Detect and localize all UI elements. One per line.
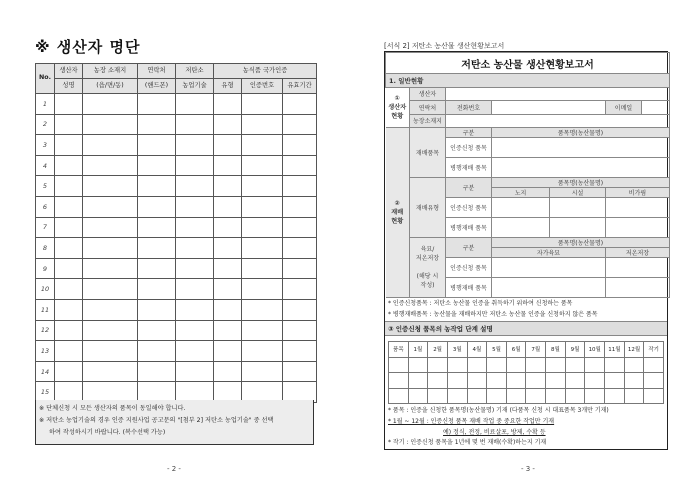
producer-name-cell[interactable] bbox=[55, 155, 83, 176]
cert-type-cell[interactable] bbox=[214, 176, 242, 197]
cert-number-cell[interactable] bbox=[242, 196, 283, 217]
producer-list-title: ※ 생산자 명단 bbox=[35, 38, 141, 56]
work-cell[interactable] bbox=[389, 388, 409, 404]
low-carbon-tech-cell[interactable] bbox=[176, 258, 214, 279]
low-carbon-tech-cell[interactable] bbox=[176, 155, 214, 176]
low-carbon-tech-cell[interactable] bbox=[176, 94, 214, 115]
producer-list-table bbox=[35, 63, 317, 403]
cert-type-cell[interactable] bbox=[214, 341, 242, 362]
validity-cell[interactable] bbox=[283, 155, 317, 176]
validity-cell[interactable] bbox=[283, 135, 317, 156]
crop-item-name-header: 품목명(농산물명) bbox=[492, 128, 670, 138]
producer-name-cell[interactable] bbox=[55, 94, 83, 115]
cert-number-cell[interactable] bbox=[242, 114, 283, 135]
row-number: 9 bbox=[36, 258, 55, 279]
row-number: 5 bbox=[36, 176, 55, 197]
label-producer: 생산자 bbox=[388, 103, 407, 111]
header-contact-1: 연락처 bbox=[138, 64, 176, 79]
validity-cell[interactable] bbox=[283, 238, 317, 259]
ctype-parallel-facility[interactable] bbox=[550, 218, 606, 238]
low-carbon-tech-cell[interactable] bbox=[176, 135, 214, 156]
validity-cell[interactable] bbox=[283, 217, 317, 238]
month-column-header: 11월 bbox=[605, 341, 625, 357]
phone-label: 전화번호 bbox=[446, 101, 492, 115]
header-producer-name-2: 성명 bbox=[55, 79, 83, 94]
producer-name-cell[interactable] bbox=[55, 217, 83, 238]
producer-name-cell[interactable] bbox=[55, 258, 83, 279]
ctype-cert-facility[interactable] bbox=[550, 198, 606, 218]
work-cell[interactable] bbox=[506, 357, 526, 373]
seedling-cert-cold[interactable] bbox=[606, 258, 670, 278]
work-cell[interactable] bbox=[546, 373, 566, 389]
low-carbon-tech-cell[interactable] bbox=[176, 361, 214, 382]
cert-type-cell[interactable] bbox=[214, 258, 242, 279]
low-carbon-tech-cell[interactable] bbox=[176, 299, 214, 320]
header-contact-2: (핸드폰) bbox=[138, 79, 176, 94]
cert-type-cell[interactable] bbox=[214, 238, 242, 259]
crop-cert-item-label: 인증신청 품목 bbox=[446, 138, 492, 158]
month-column-header: 2월 bbox=[428, 341, 448, 357]
cert-number-cell[interactable] bbox=[242, 238, 283, 259]
header-low-carbon-tech-2: 농업기술 bbox=[176, 79, 214, 94]
cert-number-cell[interactable] bbox=[242, 279, 283, 300]
farm-location-cell[interactable] bbox=[83, 176, 138, 197]
farm-location-cell[interactable] bbox=[83, 279, 138, 300]
row-number: 15 bbox=[36, 382, 55, 403]
farm-location-cell[interactable] bbox=[83, 135, 138, 156]
row-number: 10 bbox=[36, 279, 55, 300]
work-cell[interactable] bbox=[644, 388, 664, 404]
page-number-left: - 2 - bbox=[167, 465, 181, 473]
validity-cell[interactable] bbox=[283, 94, 317, 115]
row-number: 6 bbox=[36, 196, 55, 217]
contact-cell[interactable] bbox=[138, 238, 176, 259]
month-column-header: 7월 bbox=[526, 341, 546, 357]
form-caption: [서식 2] 저탄소 농산물 생산현황보고서 bbox=[384, 42, 505, 50]
producer-name-cell[interactable] bbox=[55, 114, 83, 135]
month-column-header: 작기 bbox=[644, 341, 664, 357]
cert-type-cell[interactable] bbox=[214, 94, 242, 115]
page-number-right: - 3 - bbox=[521, 465, 535, 473]
month-column-header: 1월 bbox=[408, 341, 428, 357]
work-cell[interactable] bbox=[428, 388, 448, 404]
work-cell[interactable] bbox=[506, 388, 526, 404]
header-cert-type: 유형 bbox=[214, 79, 242, 94]
cert-number-cell[interactable] bbox=[242, 258, 283, 279]
section3-heading: ③ 인증신청 품목의 농작업 단계 설명 bbox=[385, 321, 667, 336]
form-title: 저탄소 농산물 생산현황보고서 bbox=[386, 53, 670, 74]
month-column-header: 10월 bbox=[585, 341, 605, 357]
producer-name-cell[interactable] bbox=[55, 279, 83, 300]
definition-cert-item: * 인증신청품목 : 저탄소 농산물 인증을 취득하기 위하여 신청하는 품목 bbox=[388, 300, 573, 307]
work-cell[interactable] bbox=[565, 357, 585, 373]
label-status: 현황 bbox=[391, 112, 404, 120]
seedling-cert-self[interactable] bbox=[492, 258, 606, 278]
table-row bbox=[36, 155, 317, 176]
contact-cell[interactable] bbox=[138, 279, 176, 300]
note-low-carbon-tech-cont: 하여 작성하시기 바랍니다. (복수선택 가능) bbox=[49, 429, 166, 436]
seedling-parallel-cold[interactable] bbox=[606, 278, 670, 298]
farm-location-cell[interactable] bbox=[83, 114, 138, 135]
cert-number-cell[interactable] bbox=[242, 341, 283, 362]
footnote-item: * 품목 : 인증을 신청한 품목명(농산물명) 기재 (다품목 신청 시 대표품목 3개만 기재) bbox=[388, 407, 609, 415]
row-number: 14 bbox=[36, 361, 55, 382]
ctype-parallel-open-field[interactable] bbox=[492, 218, 550, 238]
farm-location-cell[interactable] bbox=[83, 217, 138, 238]
seedling-item-name-header: 품목명(농산물명) bbox=[492, 238, 670, 248]
table-row bbox=[36, 135, 317, 156]
cert-number-cell[interactable] bbox=[242, 320, 283, 341]
work-cell[interactable] bbox=[605, 357, 625, 373]
cert-type-cell[interactable] bbox=[214, 279, 242, 300]
row-number: 8 bbox=[36, 238, 55, 259]
work-cell[interactable] bbox=[467, 357, 487, 373]
low-carbon-tech-cell[interactable] bbox=[176, 196, 214, 217]
producer-field[interactable] bbox=[446, 87, 670, 101]
validity-cell[interactable] bbox=[283, 320, 317, 341]
low-carbon-tech-cell[interactable] bbox=[176, 176, 214, 197]
work-cell[interactable] bbox=[408, 388, 428, 404]
month-column-header: 3월 bbox=[447, 341, 467, 357]
table-row bbox=[36, 176, 317, 197]
farm-location-cell[interactable] bbox=[83, 361, 138, 382]
table-row bbox=[36, 238, 317, 259]
producer-name-cell[interactable] bbox=[55, 238, 83, 259]
month-column-header: 8월 bbox=[546, 341, 566, 357]
email-field[interactable] bbox=[642, 101, 670, 115]
work-cell[interactable] bbox=[467, 373, 487, 389]
contact-cell[interactable] bbox=[138, 176, 176, 197]
circled-1: ① bbox=[394, 94, 400, 102]
row-number: 7 bbox=[36, 217, 55, 238]
work-cell[interactable] bbox=[624, 373, 644, 389]
work-cell[interactable] bbox=[408, 373, 428, 389]
producer-status-label bbox=[386, 87, 410, 128]
ctype-parallel-rain-shelter[interactable] bbox=[606, 218, 670, 238]
crop-parallel-item-field[interactable] bbox=[492, 158, 670, 178]
header-cert-number: 인증번호 bbox=[242, 79, 283, 94]
label-status: 현황 bbox=[391, 218, 404, 225]
low-carbon-tech-cell[interactable] bbox=[176, 238, 214, 259]
low-carbon-tech-cell[interactable] bbox=[176, 320, 214, 341]
farm-location-field[interactable] bbox=[446, 114, 670, 128]
low-carbon-tech-cell[interactable] bbox=[176, 341, 214, 362]
cert-number-cell[interactable] bbox=[242, 361, 283, 382]
contact-cell[interactable] bbox=[138, 341, 176, 362]
table-row bbox=[36, 258, 317, 279]
definition-parallel-item: * 병행재배품목 : 농산물을 재배하지만 저탄소 농산물 인증을 신청하지 않은 품목 bbox=[388, 310, 598, 318]
footnote-months: * 1월 ~ 12월 : 인증신청 품목 재배 작업 중 중요한 작업만 기재 bbox=[388, 417, 555, 425]
ctype-item-name-header: 품목명(농산물명) bbox=[492, 178, 670, 188]
label-seedling: 육묘/ bbox=[420, 246, 435, 253]
work-cell[interactable] bbox=[565, 373, 585, 389]
contact-cell[interactable] bbox=[138, 258, 176, 279]
producer-list-notes bbox=[35, 400, 314, 445]
farm-location-cell[interactable] bbox=[83, 238, 138, 259]
work-cell[interactable] bbox=[644, 373, 664, 389]
work-cell[interactable] bbox=[428, 373, 448, 389]
header-national-cert: 농식품 국가인증 bbox=[214, 64, 317, 79]
crop-parallel-item-label: 병행재배 품목 bbox=[446, 158, 492, 178]
producer-name-cell[interactable] bbox=[55, 361, 83, 382]
header-farm-location-2: (읍/면/동) bbox=[83, 79, 138, 94]
contact-label: 연락처 bbox=[410, 101, 446, 115]
farm-location-cell[interactable] bbox=[83, 258, 138, 279]
seedling-storage-label bbox=[410, 238, 446, 298]
work-cell[interactable] bbox=[526, 357, 546, 373]
low-carbon-tech-cell[interactable] bbox=[176, 217, 214, 238]
row-number: 11 bbox=[36, 299, 55, 320]
producer-name-cell[interactable] bbox=[55, 196, 83, 217]
row-number: 1 bbox=[36, 94, 55, 115]
validity-cell[interactable] bbox=[283, 341, 317, 362]
low-carbon-tech-cell[interactable] bbox=[176, 279, 214, 300]
farm-location-cell[interactable] bbox=[83, 299, 138, 320]
ctype-col-rain-shelter: 비가림 bbox=[606, 188, 670, 198]
cert-type-cell[interactable] bbox=[214, 155, 242, 176]
contact-cell[interactable] bbox=[138, 94, 176, 115]
contact-cell[interactable] bbox=[138, 217, 176, 238]
label-cold-storage: 저온저장 bbox=[415, 255, 440, 262]
table-row bbox=[36, 279, 317, 300]
cert-type-cell[interactable] bbox=[214, 114, 242, 135]
seedling-parallel-item-label: 병행재배 품목 bbox=[446, 278, 492, 298]
work-cell[interactable] bbox=[447, 388, 467, 404]
contact-cell[interactable] bbox=[138, 196, 176, 217]
email-label: 이메일 bbox=[606, 101, 642, 115]
work-cell[interactable] bbox=[447, 357, 467, 373]
work-cell[interactable] bbox=[624, 388, 644, 404]
header-farm-location-1: 농장 소재지 bbox=[83, 64, 138, 79]
cert-type-cell[interactable] bbox=[214, 361, 242, 382]
ctype-cert-rain-shelter[interactable] bbox=[606, 198, 670, 218]
producer-name-cell[interactable] bbox=[55, 299, 83, 320]
section1-heading: 1. 일반현황 bbox=[386, 74, 670, 88]
table-row bbox=[36, 196, 317, 217]
cert-number-cell[interactable] bbox=[242, 299, 283, 320]
cert-type-cell[interactable] bbox=[214, 299, 242, 320]
label-cultivation: 재배 bbox=[391, 209, 404, 216]
header-validity: 유효기간 bbox=[283, 79, 317, 94]
validity-cell[interactable] bbox=[283, 299, 317, 320]
cert-number-cell[interactable] bbox=[242, 135, 283, 156]
contact-cell[interactable] bbox=[138, 361, 176, 382]
ctype-col-open-field: 노지 bbox=[492, 188, 550, 198]
validity-cell[interactable] bbox=[283, 176, 317, 197]
footnote-example: 예) 정식, 전정, 비료살포, 방제, 수확 등 bbox=[443, 428, 546, 436]
monthly-work-table bbox=[388, 341, 664, 405]
work-cell[interactable] bbox=[644, 357, 664, 373]
work-cell[interactable] bbox=[487, 388, 507, 404]
seedling-division-header: 구분 bbox=[446, 238, 492, 258]
work-cell[interactable] bbox=[605, 373, 625, 389]
table-row bbox=[389, 357, 664, 373]
work-cell[interactable] bbox=[585, 388, 605, 404]
cert-number-cell[interactable] bbox=[242, 217, 283, 238]
work-cell[interactable] bbox=[487, 373, 507, 389]
producer-name-cell[interactable] bbox=[55, 341, 83, 362]
production-report-form bbox=[384, 51, 668, 450]
seedling-parallel-self[interactable] bbox=[492, 278, 606, 298]
table-row bbox=[36, 320, 317, 341]
contact-cell[interactable] bbox=[138, 114, 176, 135]
cert-number-cell[interactable] bbox=[242, 176, 283, 197]
contact-cell[interactable] bbox=[138, 155, 176, 176]
work-cell[interactable] bbox=[624, 357, 644, 373]
table-row bbox=[36, 341, 317, 362]
work-cell[interactable] bbox=[389, 373, 409, 389]
work-cell[interactable] bbox=[428, 357, 448, 373]
farm-location-cell[interactable] bbox=[83, 341, 138, 362]
row-number: 2 bbox=[36, 114, 55, 135]
seedling-cert-item-label: 인증신청 품목 bbox=[446, 258, 492, 278]
validity-cell[interactable] bbox=[283, 196, 317, 217]
cert-number-cell[interactable] bbox=[242, 155, 283, 176]
contact-cell[interactable] bbox=[138, 299, 176, 320]
row-number: 13 bbox=[36, 341, 55, 362]
crop-cert-item-field[interactable] bbox=[492, 138, 670, 158]
work-cell[interactable] bbox=[526, 373, 546, 389]
label-if-applicable: (해당 시 bbox=[416, 273, 439, 280]
work-cell[interactable] bbox=[408, 357, 428, 373]
validity-cell[interactable] bbox=[283, 361, 317, 382]
work-cell[interactable] bbox=[526, 388, 546, 404]
work-cell[interactable] bbox=[389, 357, 409, 373]
month-column-header: 6월 bbox=[506, 341, 526, 357]
producer-name-cell[interactable] bbox=[55, 176, 83, 197]
farm-location-cell[interactable] bbox=[83, 196, 138, 217]
work-cell[interactable] bbox=[506, 373, 526, 389]
table-row bbox=[389, 373, 664, 389]
table-row bbox=[36, 361, 317, 382]
cert-type-cell[interactable] bbox=[214, 217, 242, 238]
circled-2: ② bbox=[394, 200, 400, 207]
row-number: 4 bbox=[36, 155, 55, 176]
work-cell[interactable] bbox=[487, 357, 507, 373]
month-column-header: 5월 bbox=[487, 341, 507, 357]
ctype-division-header: 구분 bbox=[446, 178, 492, 198]
header-low-carbon-tech-1: 저탄소 bbox=[176, 64, 214, 79]
cert-number-cell[interactable] bbox=[242, 94, 283, 115]
table-row bbox=[36, 299, 317, 320]
ctype-col-facility: 시설 bbox=[550, 188, 606, 198]
table-row bbox=[36, 94, 317, 115]
table-row bbox=[36, 217, 317, 238]
header-producer-name-1: 생산자 bbox=[55, 64, 83, 79]
work-cell[interactable] bbox=[467, 388, 487, 404]
table-row bbox=[36, 114, 317, 135]
note-same-item: ※ 단체신청 시 모든 생산자의 품목이 동일해야 합니다. bbox=[39, 405, 186, 412]
validity-cell[interactable] bbox=[283, 279, 317, 300]
report-table bbox=[385, 52, 670, 298]
note-low-carbon-tech: ※ 저탄소 농업기술의 경우 인증 지원사업 공고문의 "[첨부 2] 저탄소 농업기술" 중 선택 bbox=[39, 417, 274, 424]
cultivation-type-label: 재배유형 bbox=[410, 178, 446, 238]
farm-location-cell[interactable] bbox=[83, 94, 138, 115]
header-no: No. bbox=[36, 64, 55, 94]
ctype-cert-item-label: 인증신청 품목 bbox=[446, 198, 492, 218]
ctype-cert-open-field[interactable] bbox=[492, 198, 550, 218]
low-carbon-tech-cell[interactable] bbox=[176, 114, 214, 135]
crop-item-label: 재배품목 bbox=[410, 128, 446, 178]
work-cell[interactable] bbox=[605, 388, 625, 404]
cultivation-status-label bbox=[386, 128, 410, 298]
contact-cell[interactable] bbox=[138, 135, 176, 156]
work-cell[interactable] bbox=[546, 357, 566, 373]
contact-cell[interactable] bbox=[138, 320, 176, 341]
seedling-col-cold-storage: 저온저장 bbox=[606, 248, 670, 258]
producer-name-cell[interactable] bbox=[55, 320, 83, 341]
producer-label: 생산자 bbox=[410, 87, 446, 101]
phone-field[interactable] bbox=[492, 101, 606, 115]
ctype-parallel-item-label: 병행재배 품목 bbox=[446, 218, 492, 238]
cert-type-cell[interactable] bbox=[214, 135, 242, 156]
work-cell[interactable] bbox=[585, 357, 605, 373]
month-column-header: 9월 bbox=[565, 341, 585, 357]
table-row bbox=[389, 388, 664, 404]
cert-type-cell[interactable] bbox=[214, 196, 242, 217]
farm-location-cell[interactable] bbox=[83, 155, 138, 176]
cert-type-cell[interactable] bbox=[214, 320, 242, 341]
row-number: 3 bbox=[36, 135, 55, 156]
farm-location-label: 농장소재지 bbox=[410, 114, 446, 128]
validity-cell[interactable] bbox=[283, 114, 317, 135]
work-cell[interactable] bbox=[546, 388, 566, 404]
month-column-header: 품목 bbox=[389, 341, 409, 357]
label-fill-in: 작성) bbox=[420, 282, 435, 289]
work-cell[interactable] bbox=[585, 373, 605, 389]
crop-division-header: 구분 bbox=[446, 128, 492, 138]
footnote-season: * 작기 : 인증신청 품목을 1년에 몇 번 재배(수확)하는지 기재 bbox=[388, 439, 547, 447]
month-column-header: 12월 bbox=[624, 341, 644, 357]
producer-name-cell[interactable] bbox=[55, 135, 83, 156]
row-number: 12 bbox=[36, 320, 55, 341]
work-cell[interactable] bbox=[447, 373, 467, 389]
validity-cell[interactable] bbox=[283, 258, 317, 279]
farm-location-cell[interactable] bbox=[83, 320, 138, 341]
month-column-header: 4월 bbox=[467, 341, 487, 357]
seedling-col-self: 자가육묘 bbox=[492, 248, 606, 258]
work-cell[interactable] bbox=[565, 388, 585, 404]
